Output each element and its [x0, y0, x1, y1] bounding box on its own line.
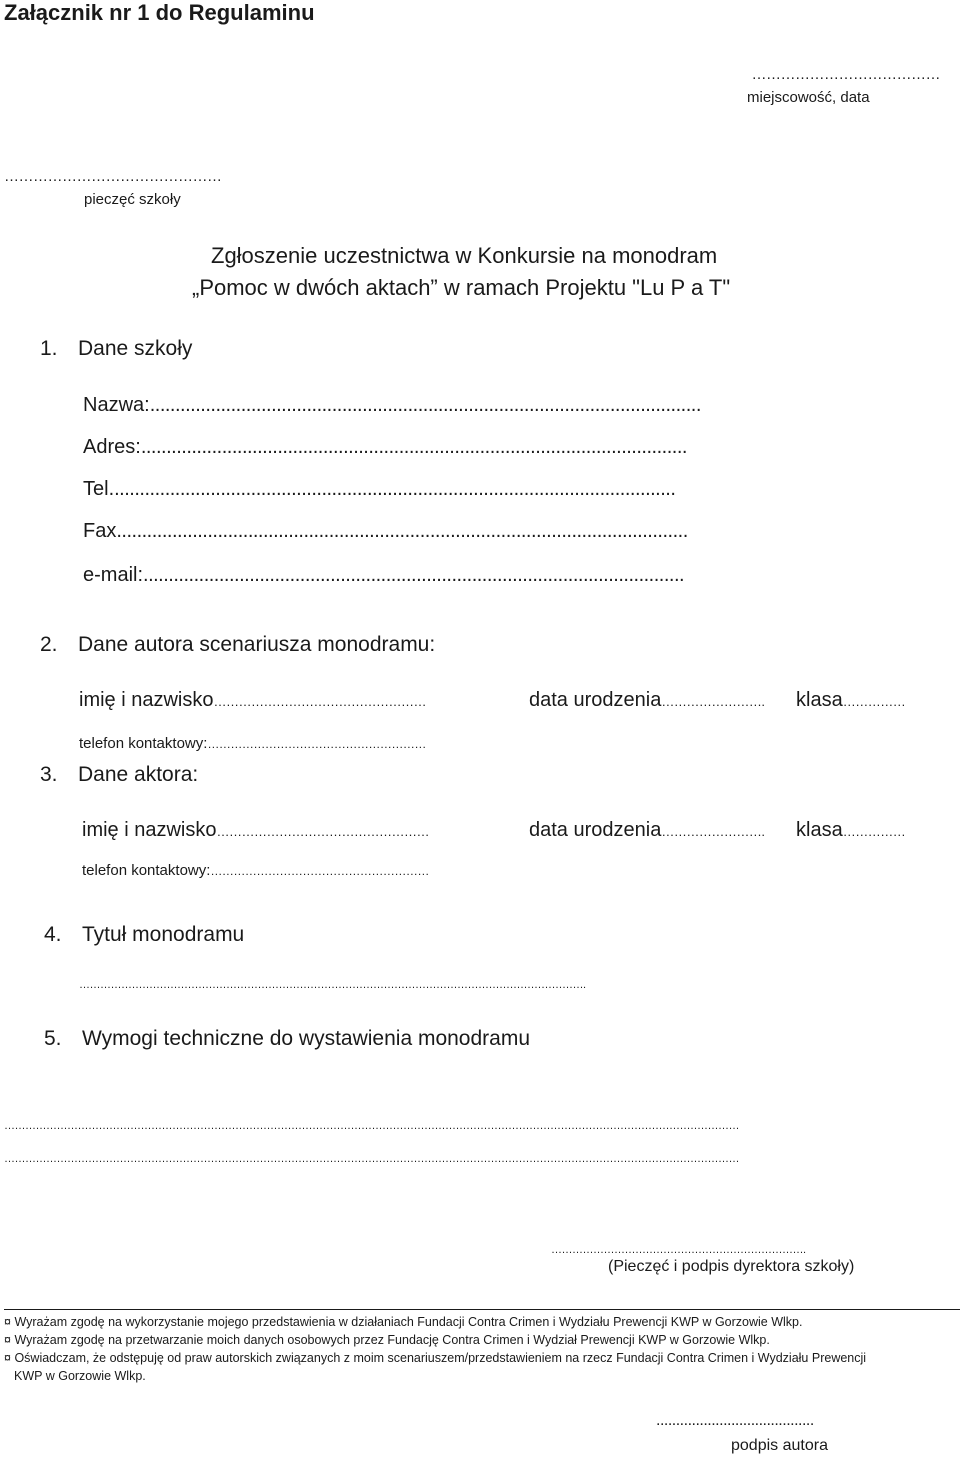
author-phone-field[interactable] — [79, 735, 426, 752]
section-3-title: Dane aktora: — [78, 763, 199, 786]
consent-text-2: Wyrażam zgodę na przetwarzanie moich danych osobowych przez Fundację Contra Crimen i Wydział Prewencji KWP w Gorzowie Wlkp. — [14, 1333, 770, 1347]
school-address-label: Adres: — [83, 436, 141, 458]
section-1-title: Dane szkoły — [78, 337, 193, 360]
section-5-heading — [44, 1027, 530, 1051]
school-stamp-label: pieczęć szkoły — [84, 191, 181, 208]
school-fax-input[interactable]: ................................................................................................................. — [116, 520, 688, 542]
author-class-field[interactable] — [796, 689, 905, 712]
consent-item-1 — [4, 1313, 802, 1331]
consent-item-2 — [4, 1331, 770, 1349]
school-email-input[interactable]: ........................................................................................................... — [143, 564, 685, 586]
actor-class-label: klasa — [796, 819, 843, 841]
section-3-number: 3. — [40, 763, 58, 786]
school-email-label: e-mail: — [83, 564, 144, 586]
monodrama-title-input[interactable]: ………………………………………………………………………………………………………………………………. — [79, 979, 586, 991]
consent-bullet: ¤ — [4, 1351, 11, 1365]
section-2-heading — [40, 633, 435, 657]
section-5-title: Wymogi techniczne do wystawienia monodramu — [82, 1027, 531, 1050]
school-address-input[interactable]: ............................................................................................................ — [140, 436, 687, 458]
section-4-heading — [44, 923, 244, 947]
actor-name-input[interactable]: …………………………………………… — [216, 824, 429, 839]
section-5-number: 5. — [44, 1027, 62, 1050]
section-2-title: Dane autora scenariusza monodramu: — [78, 633, 436, 656]
actor-birthdate-input[interactable]: ……………………. — [661, 824, 765, 839]
school-fax-field[interactable] — [83, 520, 688, 543]
technical-requirements-line-2[interactable]: ………………………………………………………………………………………………………………………………………………………………………………………… — [4, 1153, 739, 1165]
actor-name-field[interactable] — [82, 819, 429, 842]
actor-name-label: imię i nazwisko — [82, 819, 217, 841]
director-signature-input[interactable]: ………………………………………………………………. — [551, 1244, 806, 1256]
actor-phone-field[interactable] — [82, 862, 429, 879]
actor-phone-label: telefon kontaktowy: — [82, 862, 211, 879]
author-birthdate-label: data urodzenia — [529, 689, 662, 711]
section-2-number: 2. — [40, 633, 58, 656]
director-signature-label: (Pieczęć i podpis dyrektora szkoły) — [608, 1258, 855, 1275]
consent-text-3-continued: KWP w Gorzowie Wlkp. — [14, 1369, 146, 1383]
school-phone-field[interactable] — [83, 478, 675, 501]
school-fax-label: Fax — [83, 520, 117, 542]
school-name-input[interactable]: ............................................................................................................. — [149, 394, 701, 416]
consent-bullet: ¤ — [4, 1315, 11, 1329]
technical-requirements-line-1[interactable]: ………………………………………………………………………………………………………………………………………………………………………………………… — [4, 1120, 739, 1132]
form-title-line1: Zgłoszenie uczestnictwa w Konkursie na monodram — [211, 243, 718, 268]
author-birthdate-field[interactable] — [529, 689, 764, 712]
actor-phone-input[interactable]: ………………………………………………… — [210, 864, 429, 878]
author-signature-label: podpis autora — [731, 1437, 828, 1454]
annex-title: Załącznik nr 1 do Regulaminu — [4, 0, 315, 25]
consent-item-3 — [4, 1349, 866, 1367]
author-class-label: klasa — [796, 689, 843, 711]
place-date-label: miejscowość, data — [747, 89, 870, 106]
school-stamp-field[interactable]: ……………………………………… — [4, 168, 222, 185]
section-1-heading — [40, 337, 192, 361]
author-birthdate-input[interactable]: ……………………. — [661, 694, 765, 709]
actor-class-field[interactable] — [796, 819, 905, 842]
section-1-number: 1. — [40, 337, 58, 360]
author-signature-input[interactable]: ........................................ — [656, 1412, 814, 1429]
consent-text-1: Wyrażam zgodę na wykorzystanie mojego przedstawienia w działaniach Fundacji Contra Crimen i Wydziału Prewencji KWP w Gorzowie Wlkp. — [14, 1315, 803, 1329]
author-class-input[interactable]: …………… — [842, 694, 906, 709]
school-name-label: Nazwa: — [83, 394, 150, 416]
actor-birthdate-label: data urodzenia — [529, 819, 662, 841]
school-email-field[interactable] — [83, 564, 684, 587]
author-name-field[interactable] — [79, 689, 426, 712]
school-address-field[interactable] — [83, 436, 687, 459]
school-phone-label: Tel. — [83, 478, 115, 500]
school-name-field[interactable] — [83, 394, 701, 417]
place-date-field[interactable]: ………………………………… — [751, 66, 940, 83]
section-4-number: 4. — [44, 923, 62, 946]
consent-text-3: Oświadczam, że odstępuję od praw autorskich związanych z moim scenariuszem/przedstawieniem na rzecz Fundacji Contra Crimen i Wydziału Prewencji — [14, 1351, 867, 1365]
consent-divider — [4, 1309, 960, 1310]
author-phone-input[interactable]: ………………………………………………… — [207, 737, 426, 751]
section-3-heading — [40, 763, 198, 787]
actor-birthdate-field[interactable] — [529, 819, 764, 842]
author-phone-label: telefon kontaktowy: — [79, 735, 208, 752]
author-name-input[interactable]: …………………………………………… — [213, 694, 426, 709]
school-phone-input[interactable]: ............................................................................................................... — [114, 478, 676, 500]
section-4-title: Tytuł monodramu — [82, 923, 245, 946]
form-title-line2: „Pomoc w dwóch aktach” w ramach Projektu "Lu P a T" — [192, 275, 731, 300]
actor-class-input[interactable]: …………… — [842, 824, 906, 839]
author-name-label: imię i nazwisko — [79, 689, 214, 711]
consent-bullet: ¤ — [4, 1333, 11, 1347]
